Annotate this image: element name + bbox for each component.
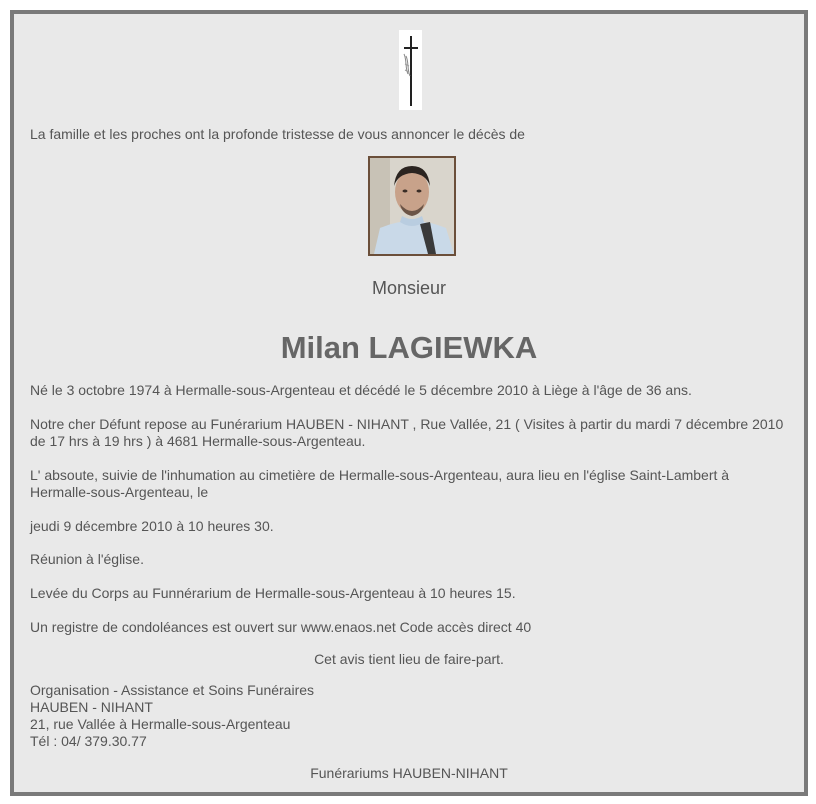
- organisation-phone: Tél : 04/ 379.30.77: [30, 733, 147, 749]
- footer-text: Funérariums HAUBEN-NIHANT: [310, 765, 508, 781]
- portrait-photo: [368, 156, 456, 256]
- deceased-name: Milan LAGIEWKA: [280, 330, 538, 365]
- organisation-address: 21, rue Vallée à Hermalle-sous-Argenteau: [30, 716, 291, 732]
- absoute-text: L' absoute, suivie de l'inhumation au cimetière de Hermalle-sous-Argenteau, aura lieu en l'église Saint-Lambert à Hermalle-sous-Argenteau, le: [30, 467, 730, 500]
- faire-part-text: Cet avis tient lieu de faire-part.: [314, 651, 504, 667]
- intro-text: La famille et les proches ont la profonde tristesse de vous annoncer le décès de: [30, 126, 525, 142]
- registre-text: Un registre de condoléances est ouvert sur www.enaos.net Code accès direct 40: [30, 619, 532, 635]
- rest-info-text: Notre cher Défunt repose au Funérarium HAUBEN - NIHANT , Rue Vallée, 21 ( Visites à partir du mardi 7 décembre 2010 de 17 hrs à 19 hrs ) à 4681 Hermalle-sous-Argenteau.: [30, 416, 784, 449]
- reunion-text: Réunion à l'église.: [30, 551, 144, 567]
- levee-text: Levée du Corps au Funnérarium de Hermalle-sous-Argenteau à 10 heures 15.: [30, 585, 516, 601]
- organisation-block: [30, 682, 790, 750]
- obituary-card: [10, 10, 808, 796]
- cross-icon: [399, 30, 422, 110]
- organisation-line: Organisation - Assistance et Soins Funéraires: [30, 682, 315, 698]
- salutation: Monsieur: [371, 278, 447, 298]
- birth-death-text: Né le 3 octobre 1974 à Hermalle-sous-Argenteau et décédé le 5 décembre 2010 à Liège à l'âge de 36 ans.: [30, 382, 692, 398]
- ceremony-date: jeudi 9 décembre 2010 à 10 heures 30.: [30, 518, 274, 534]
- organisation-name: HAUBEN - NIHANT: [30, 699, 153, 715]
